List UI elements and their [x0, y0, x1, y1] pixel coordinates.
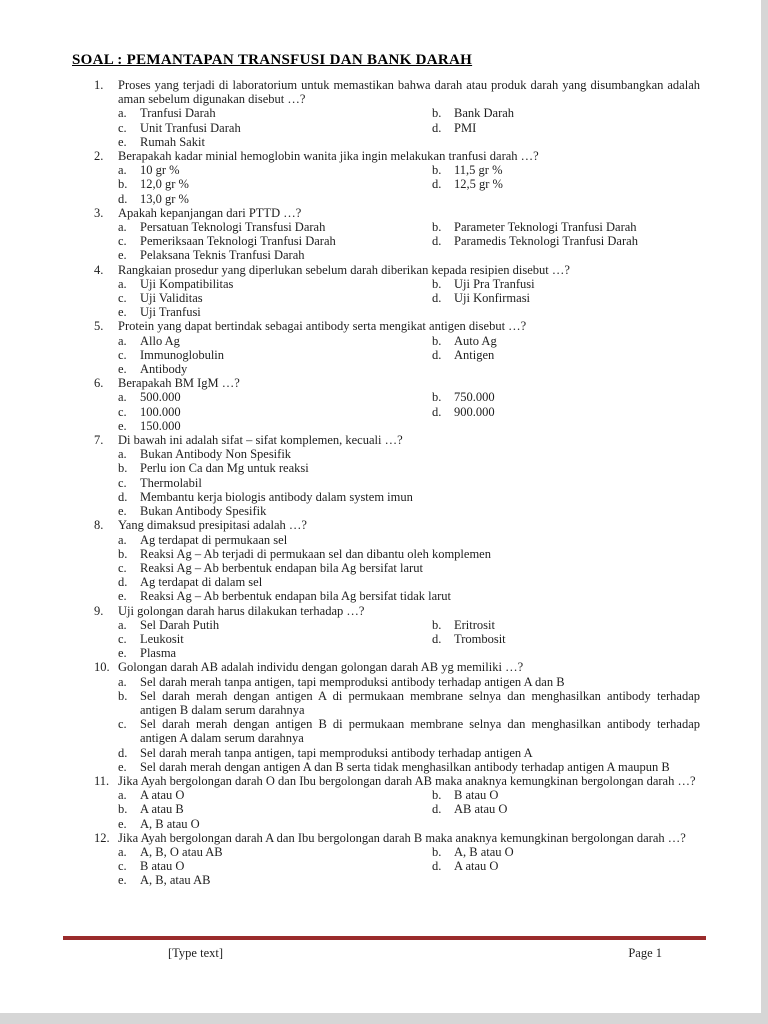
option-text: PMI — [454, 120, 477, 135]
option-row — [118, 802, 432, 816]
options-grid — [118, 675, 700, 774]
option-row — [432, 177, 700, 191]
options-grid — [118, 163, 700, 206]
option-row — [118, 788, 432, 802]
option-letter: e. — [118, 418, 127, 433]
options-grid — [118, 845, 700, 888]
question-body — [118, 263, 700, 320]
options-grid — [118, 220, 700, 263]
option-row — [118, 760, 700, 774]
question-body — [118, 518, 700, 603]
option-letter: e. — [118, 816, 127, 831]
option-letter: e. — [118, 248, 127, 263]
option-text: Pemeriksaan Teknologi Tranfusi Darah — [140, 234, 336, 249]
question-text: Berapakah BM IgM …? — [118, 376, 240, 391]
option-text: Leukosit — [140, 631, 184, 646]
option-letter: d. — [118, 191, 128, 206]
option-text: Immunoglobulin — [140, 347, 225, 362]
option-text: A atau O — [454, 859, 499, 874]
option-text: Antigen — [454, 347, 495, 362]
option-text: 900.000 — [454, 404, 495, 419]
option-row — [118, 561, 700, 575]
options-grid — [118, 618, 700, 661]
question-number: 9. — [94, 603, 104, 618]
question-block — [94, 206, 700, 263]
question-body — [118, 206, 700, 263]
question-text: Proses yang terjadi di laboratorium untuk memastikan bahwa darah atau produk darah yang disumbangkan adalah aman sebelum digunakan disebut …? — [118, 78, 700, 107]
option-text: Sel darah merah dengan antigen A dan B serta tidak menghasilkan antibody terhadap antigen A maupun B — [140, 759, 670, 774]
option-text: B atau O — [140, 859, 185, 874]
option-text: Auto Ag — [454, 333, 497, 348]
question-block — [94, 831, 700, 888]
option-text: Reaksi Ag – Ab berbentuk endapan bila Ag bersifat larut — [140, 560, 423, 575]
option-letter: b. — [432, 844, 442, 859]
option-letter: d. — [118, 489, 128, 504]
question-block — [94, 149, 700, 206]
option-text: Pelaksana Teknis Tranfusi Darah — [140, 248, 305, 263]
option-row — [118, 419, 432, 433]
option-text: Antibody — [140, 362, 188, 377]
options-grid — [118, 533, 700, 604]
question-body — [118, 433, 700, 518]
option-letter: a. — [118, 844, 127, 859]
option-letter: e. — [118, 134, 127, 149]
option-letter: c. — [118, 631, 127, 646]
option-row — [118, 348, 432, 362]
option-text: Ag terdapat di permukaan sel — [140, 532, 288, 547]
option-text: Bukan Antibody Non Spesifik — [140, 447, 292, 462]
option-text: A atau B — [140, 802, 184, 817]
question-block — [94, 319, 700, 376]
option-row — [118, 476, 700, 490]
option-row — [118, 362, 432, 376]
option-letter: e. — [118, 759, 127, 774]
option-row — [118, 845, 432, 859]
option-letter: d. — [432, 177, 442, 192]
options-grid — [118, 447, 700, 518]
option-row — [432, 163, 700, 177]
question-number: 8. — [94, 518, 104, 533]
question-number: 6. — [94, 376, 104, 391]
option-row — [118, 291, 432, 305]
option-text: Uji Kompatibilitas — [140, 276, 234, 291]
question-block — [94, 774, 700, 831]
option-letter: e. — [118, 504, 127, 519]
option-text: Sel darah merah tanpa antigen, tapi memproduksi antibody terhadap antigen A dan B — [140, 674, 565, 689]
option-letter: b. — [432, 220, 442, 235]
option-text: Trombosit — [454, 631, 506, 646]
options-grid — [118, 277, 700, 320]
option-row — [432, 234, 700, 248]
question-body — [118, 604, 700, 661]
option-row — [432, 348, 700, 362]
option-text: Rumah Sakit — [140, 134, 205, 149]
footer-rule — [63, 936, 706, 940]
option-letter: e. — [118, 646, 127, 661]
option-row — [432, 390, 700, 404]
option-letter: a. — [118, 447, 127, 462]
option-text: A, B atau O — [454, 844, 514, 859]
question-number: 5. — [94, 319, 104, 334]
option-text: Thermolabil — [140, 475, 202, 490]
question-block — [94, 433, 700, 518]
option-row — [118, 447, 700, 461]
question-text: Protein yang dapat bertindak sebagai antibody serta mengikat antigen disebut …? — [118, 319, 527, 334]
option-letter: d. — [432, 859, 442, 874]
option-text: 750.000 — [454, 390, 495, 405]
option-row — [118, 248, 432, 262]
option-text: Uji Pra Tranfusi — [454, 276, 535, 291]
option-letter: a. — [118, 276, 127, 291]
option-row — [432, 106, 700, 120]
option-letter: c. — [118, 404, 127, 419]
option-row — [118, 859, 432, 873]
question-number: 3. — [94, 205, 104, 220]
options-grid — [118, 334, 700, 377]
option-text: Allo Ag — [140, 333, 180, 348]
option-text: A, B, O atau AB — [140, 844, 223, 859]
option-letter: c. — [118, 120, 127, 135]
option-letter: a. — [118, 674, 127, 689]
question-text: Golongan darah AB adalah individu dengan golongan darah AB yg memiliki …? — [118, 660, 524, 675]
page-title: SOAL : PEMANTAPAN TRANSFUSI DAN BANK DARAH — [72, 52, 473, 68]
option-letter: b. — [118, 688, 128, 703]
question-number: 2. — [94, 149, 104, 164]
question-body — [118, 319, 700, 376]
option-row — [118, 632, 432, 646]
question-block — [94, 78, 700, 149]
option-row — [432, 788, 700, 802]
option-letter: a. — [118, 333, 127, 348]
option-letter: b. — [432, 106, 442, 121]
question-body — [118, 831, 700, 888]
option-text: 100.000 — [140, 404, 181, 419]
option-row — [118, 277, 432, 291]
option-row — [118, 177, 432, 191]
option-text: Uji Tranfusi — [140, 305, 201, 320]
question-text: Jika Ayah bergolongan darah O dan Ibu bergolongan darah AB maka anaknya kemungkinan bergolongan darah …? — [118, 773, 696, 788]
option-row — [118, 121, 432, 135]
option-row — [432, 334, 700, 348]
option-text: Unit Tranfusi Darah — [140, 120, 241, 135]
option-row — [118, 490, 700, 504]
question-number: 7. — [94, 433, 104, 448]
option-letter: b. — [432, 276, 442, 291]
option-letter: d. — [432, 404, 442, 419]
option-row — [432, 277, 700, 291]
option-letter: b. — [432, 788, 442, 803]
option-text: Membantu kerja biologis antibody dalam system imun — [140, 489, 413, 504]
option-text: 12,5 gr % — [454, 177, 503, 192]
footer-page-number: Page 1 — [628, 946, 662, 960]
option-text: A, B atau O — [140, 816, 200, 831]
option-row — [118, 305, 432, 319]
option-text: Persatuan Teknologi Transfusi Darah — [140, 220, 326, 235]
option-row — [118, 334, 432, 348]
question-text: Yang dimaksud presipitasi adalah …? — [118, 518, 307, 533]
option-row — [118, 675, 700, 689]
option-letter: b. — [118, 177, 128, 192]
option-letter: a. — [118, 788, 127, 803]
option-text: A, B, atau AB — [140, 873, 211, 888]
option-text: A atau O — [140, 788, 185, 803]
option-letter: c. — [118, 291, 127, 306]
option-letter: b. — [118, 461, 128, 476]
options-grid — [118, 106, 700, 149]
question-block — [94, 660, 700, 774]
option-letter: d. — [432, 631, 442, 646]
option-text: Plasma — [140, 646, 177, 661]
option-row — [118, 746, 700, 760]
option-letter: a. — [118, 163, 127, 178]
option-letter: e. — [118, 305, 127, 320]
option-letter: c. — [118, 560, 127, 575]
question-body — [118, 660, 700, 774]
option-letter: d. — [432, 120, 442, 135]
option-row — [118, 589, 700, 603]
question-text: Jika Ayah bergolongan darah A dan Ibu bergolongan darah B maka anaknya kemungkinan bergolongan darah …? — [118, 830, 686, 845]
question-text: Rangkaian prosedur yang diperlukan sebelum darah diberikan kepada resipien disebut …? — [118, 262, 570, 277]
question-number: 4. — [94, 262, 104, 277]
option-text: Bank Darah — [454, 106, 515, 121]
question-number: 11. — [94, 773, 110, 788]
option-row — [118, 873, 432, 887]
option-row — [118, 689, 700, 717]
option-row — [432, 618, 700, 632]
option-letter: d. — [118, 575, 128, 590]
option-row — [432, 859, 700, 873]
option-text: 13,0 gr % — [140, 191, 189, 206]
question-body — [118, 376, 700, 433]
option-letter: d. — [118, 745, 128, 760]
option-row — [118, 575, 700, 589]
option-row — [118, 547, 700, 561]
option-row — [118, 106, 432, 120]
option-text: 10 gr % — [140, 163, 180, 178]
question-text: Uji golongan darah harus dilakukan terhadap …? — [118, 603, 365, 618]
option-text: AB atau O — [454, 802, 508, 817]
option-letter: c. — [118, 234, 127, 249]
option-letter: e. — [118, 873, 127, 888]
option-letter: c. — [118, 347, 127, 362]
option-row — [118, 717, 700, 745]
option-row — [118, 220, 432, 234]
option-text: Uji Konfirmasi — [454, 291, 531, 306]
option-letter: b. — [432, 390, 442, 405]
option-text: Parameter Teknologi Tranfusi Darah — [454, 220, 637, 235]
option-letter: b. — [432, 617, 442, 632]
option-text: Sel darah merah dengan antigen B di permukaan membrane selnya dan menghasilkan antibody terhadap antigen A dalam serum darahnya — [140, 717, 700, 746]
option-text: 150.000 — [140, 418, 181, 433]
question-list — [94, 78, 700, 888]
option-row — [118, 163, 432, 177]
option-letter: d. — [432, 347, 442, 362]
option-letter: c. — [118, 717, 127, 732]
option-text: Sel darah merah dengan antigen A di permukaan membrane selnya dan menghasilkan antibody terhadap antigen B dalam serum darahnya — [140, 688, 700, 717]
option-letter: d. — [432, 234, 442, 249]
question-block — [94, 376, 700, 433]
option-text: Sel darah merah tanpa antigen, tapi memproduksi antibody terhadap antigen A — [140, 745, 533, 760]
option-text: Eritrosit — [454, 617, 495, 632]
option-letter: d. — [432, 802, 442, 817]
option-row — [432, 802, 700, 816]
option-row — [118, 646, 432, 660]
option-text: Paramedis Teknologi Tranfusi Darah — [454, 234, 638, 249]
option-row — [118, 533, 700, 547]
option-letter: a. — [118, 106, 127, 121]
question-text: Apakah kepanjangan dari PTTD …? — [118, 205, 302, 220]
option-letter: c. — [118, 859, 127, 874]
option-row — [118, 405, 432, 419]
question-text: Di bawah ini adalah sifat – sifat komplemen, kecuali …? — [118, 433, 403, 448]
option-row — [118, 192, 432, 206]
option-row — [432, 220, 700, 234]
option-letter: e. — [118, 362, 127, 377]
question-body — [118, 149, 700, 206]
option-text: Reaksi Ag – Ab terjadi di permukaan sel dan dibantu oleh komplemen — [140, 546, 491, 561]
option-row — [432, 845, 700, 859]
options-grid — [118, 788, 700, 831]
question-body — [118, 78, 700, 149]
option-row — [118, 817, 432, 831]
option-letter: a. — [118, 220, 127, 235]
option-letter: d. — [432, 291, 442, 306]
option-letter: e. — [118, 589, 127, 604]
option-letter: b. — [118, 546, 128, 561]
option-row — [118, 390, 432, 404]
question-block — [94, 518, 700, 603]
option-letter: b. — [118, 802, 128, 817]
question-block — [94, 604, 700, 661]
option-text: 11,5 gr % — [454, 163, 503, 178]
option-row — [118, 461, 700, 475]
option-row — [432, 405, 700, 419]
option-row — [432, 291, 700, 305]
option-text: Tranfusi Darah — [140, 106, 216, 121]
option-text: 500.000 — [140, 390, 181, 405]
option-text: Bukan Antibody Spesifik — [140, 504, 267, 519]
option-text: Ag terdapat di dalam sel — [140, 575, 263, 590]
question-block — [94, 263, 700, 320]
option-row — [118, 504, 700, 518]
option-letter: b. — [432, 333, 442, 348]
question-number: 1. — [94, 78, 104, 92]
page-footer — [63, 946, 706, 960]
options-grid — [118, 390, 700, 433]
option-letter: a. — [118, 390, 127, 405]
option-text: Perlu ion Ca dan Mg untuk reaksi — [140, 461, 309, 476]
option-row — [118, 234, 432, 248]
option-row — [432, 121, 700, 135]
question-number: 10. — [94, 660, 110, 675]
option-text: 12,0 gr % — [140, 177, 189, 192]
option-text: Uji Validitas — [140, 291, 203, 306]
question-text: Berapakah kadar minial hemoglobin wanita jika ingin melakukan tranfusi darah …? — [118, 149, 539, 164]
option-row — [432, 632, 700, 646]
question-number: 12. — [94, 830, 110, 845]
footer-type-text: [Type text] — [168, 946, 224, 960]
option-text: B atau O — [454, 788, 499, 803]
option-row — [118, 135, 432, 149]
question-body — [118, 774, 700, 831]
option-letter: a. — [118, 617, 127, 632]
option-letter: b. — [432, 163, 442, 178]
option-letter: c. — [118, 475, 127, 490]
option-row — [118, 618, 432, 632]
option-letter: a. — [118, 532, 127, 547]
option-text: Sel Darah Putih — [140, 617, 220, 632]
option-text: Reaksi Ag – Ab berbentuk endapan bila Ag bersifat tidak larut — [140, 589, 452, 604]
